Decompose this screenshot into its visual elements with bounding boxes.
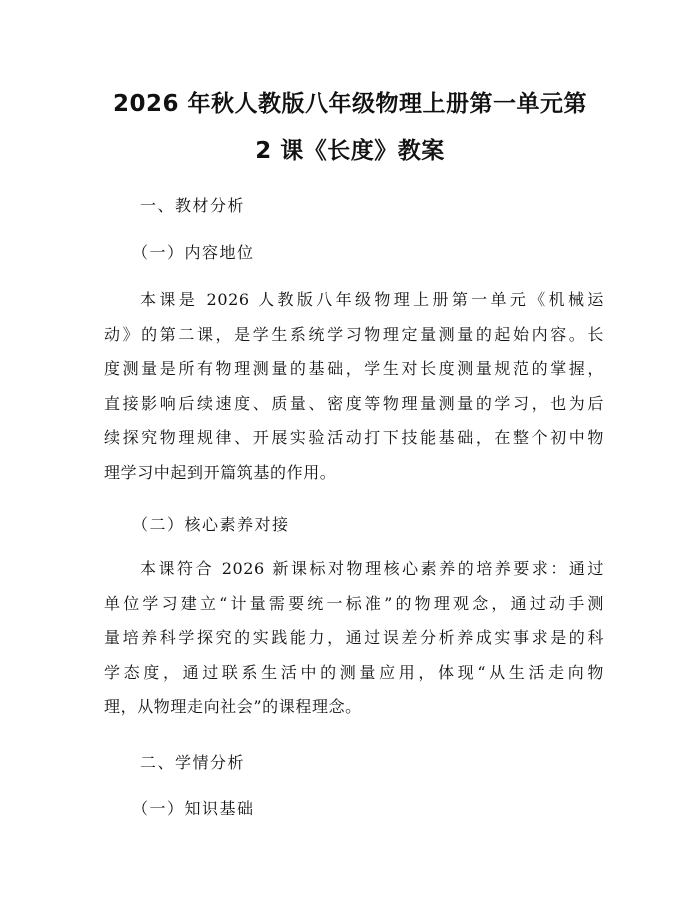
section-heading-textbook-analysis: 一、教材分析 — [140, 196, 246, 215]
section-heading-learner-analysis: 二、学情分析 — [140, 753, 246, 772]
paragraph-line: 动》的第二课，是学生系统学习物理定量测量的起始内容。长 — [104, 324, 604, 344]
paragraph-line: 理，从物理走向社会”的课程理念。 — [104, 697, 362, 716]
paragraph-line: 单位学习建立“计量需要统一标准”的物理观念，通过动手测 — [104, 593, 604, 613]
document-title-line-2: 2 课《长度》教案 — [255, 138, 445, 164]
paragraph-line: 续探究物理规律、开展实验活动打下技能基础，在整个初中物 — [104, 428, 604, 447]
paragraph-content-position — [104, 283, 604, 490]
paragraph-line: 学态度，通过联系生活中的测量应用，体现“从生活走向物 — [104, 662, 604, 682]
paragraph-line: 量培养科学探究的实践能力，通过误差分析养成实事求是的科 — [104, 628, 604, 647]
paragraph-line: 度测量是所有物理测量的基础，学生对长度测量规范的掌握， — [104, 359, 604, 378]
subsection-heading-knowledge-base: （一）知识基础 — [132, 799, 255, 818]
paragraph-line: 理学习中起到开篇筑基的作用。 — [104, 462, 337, 482]
paragraph-core-literacy — [104, 552, 604, 725]
paragraph-line: 直接影响后续速度、质量、密度等物理量测量的学习，也为后 — [104, 393, 604, 413]
document-title-line-1: 2026 年秋人教版八年级物理上册第一单元第 — [112, 91, 588, 117]
subsection-heading-content-position: （一）内容地位 — [132, 243, 255, 262]
subsection-heading-core-literacy: （二）核心素养对接 — [132, 515, 290, 534]
paragraph-line: 本课符合 2026 新课标对物理核心素养的培养要求：通过 — [140, 559, 604, 578]
paragraph-line: 本课是 2026 人教版八年级物理上册第一单元《机械运 — [140, 290, 604, 309]
